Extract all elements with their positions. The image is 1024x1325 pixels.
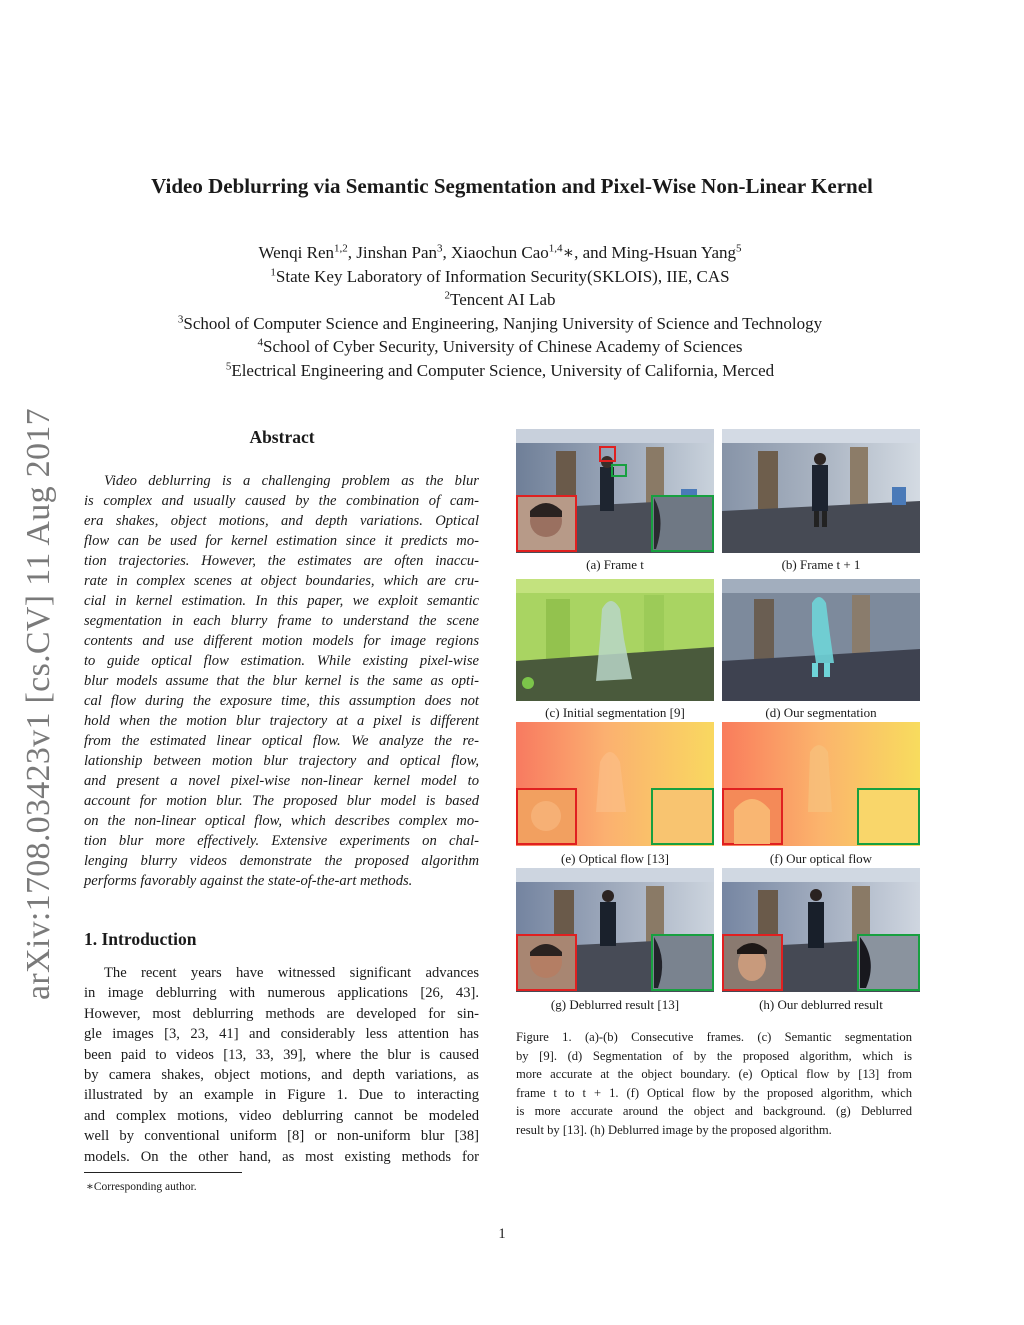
caption-line: Figure 1. (a)-(b) Consecutive frames. (c) Semantic segmentation bbox=[516, 1030, 912, 1044]
abstract-line: to guide optical flow estimation. While existing pixel-wise bbox=[84, 653, 479, 669]
author-name: ∗, and Ming-Hsuan Yang bbox=[562, 243, 737, 262]
abstract-line: segmentation in each blurry frame to understand the scene bbox=[84, 613, 479, 629]
intro-line: The recent years have witnessed significant advances bbox=[104, 965, 479, 981]
abstract-line: flow can be used for kernel estimation since it predicts mo- bbox=[84, 533, 479, 549]
abstract-line: tion blur more effectively. Extensive experiments on chal- bbox=[84, 833, 479, 849]
abstract-line: era shakes, object motions, and depth variations. Optical bbox=[84, 513, 479, 529]
author-sup: 3 bbox=[437, 242, 443, 255]
abstract-line: tion trajectories. However, the estimates are often inaccu- bbox=[84, 553, 479, 569]
author-sup: 1,4 bbox=[548, 242, 563, 255]
figure-panel-c bbox=[516, 579, 714, 701]
affiliation-text: Electrical Engineering and Computer Science, University of California, Merced bbox=[231, 360, 775, 380]
subcaption-c: (c) Initial segmentation [9] bbox=[545, 705, 685, 720]
subcaption-b: (b) Frame t + 1 bbox=[781, 557, 861, 572]
abstract-line: rate in complex scenes at object boundaries, which are cru- bbox=[84, 573, 479, 589]
abstract-heading: Abstract bbox=[249, 427, 315, 447]
intro-line: illustrated by an example in Figure 1. Due to interacting bbox=[84, 1087, 479, 1104]
subcaption-e: (e) Optical flow [13] bbox=[561, 851, 669, 866]
caption-line: frame t to t + 1. (f) Optical flow by the proposed algorithm, which bbox=[516, 1085, 912, 1100]
intro-line: and complex motions, video deblurring cannot be modeled bbox=[84, 1107, 479, 1124]
affiliation-sup: 2 bbox=[444, 289, 450, 302]
abstract-line: and present a novel pixel-wise non-linear kernel model to bbox=[84, 773, 479, 789]
figure-panel-d bbox=[722, 579, 920, 701]
affiliation bbox=[0, 359, 1000, 383]
affiliation-sup: 1 bbox=[270, 265, 276, 278]
paper-title: Video Deblurring via Semantic Segmentation and Pixel-Wise Non-Linear Kernel bbox=[151, 174, 873, 198]
abstract-line: blur models assume that the blur kernel is the same as opti- bbox=[84, 673, 479, 689]
caption-line: more accurate at the object boundary. (e) Optical flow by [13] from bbox=[516, 1067, 912, 1082]
intro-heading: 1. Introduction bbox=[84, 929, 197, 949]
figure-panel-h bbox=[722, 868, 920, 992]
affiliation bbox=[0, 265, 1000, 289]
intro-line: by camera shakes, object motions, and depth variations, as bbox=[84, 1066, 479, 1083]
affiliation bbox=[0, 288, 1000, 312]
subcaption-d: (d) Our segmentation bbox=[765, 705, 877, 720]
abstract-line: performs favorably against the state-of-the-art methods. bbox=[84, 873, 413, 889]
affiliation bbox=[0, 335, 1000, 359]
caption-line: result by [13]. (h) Deblurred image by the proposed algorithm. bbox=[516, 1122, 832, 1137]
author-name: , Xiaochun Cao bbox=[442, 243, 549, 262]
affiliation-text: State Key Laboratory of Information Security(SKLOIS), IIE, CAS bbox=[275, 266, 730, 286]
figure-panel-e bbox=[516, 722, 714, 846]
footnote-rule bbox=[84, 1172, 242, 1173]
author-name: , Jinshan Pan bbox=[347, 243, 438, 262]
intro-line: in image deblurring with numerous applications [26, 43]. bbox=[84, 985, 479, 1002]
abstract-line: is complex and usually caused by the combination of cam- bbox=[84, 493, 479, 509]
intro-body bbox=[84, 963, 479, 1167]
abstract-line: Video deblurring is a challenging problem as the blur bbox=[104, 473, 479, 489]
abstract-line: hold when the motion blur trajectory at a pixel is different bbox=[84, 713, 479, 729]
caption-line: by [9]. (d) Segmentation of by the proposed algorithm, which is bbox=[516, 1048, 912, 1063]
intro-line: models. On the other hand, as most existing methods for bbox=[84, 1148, 479, 1165]
figure-panel-f bbox=[722, 722, 920, 846]
subcaption-g: (g) Deblurred result [13] bbox=[550, 997, 680, 1012]
abstract-body bbox=[84, 471, 479, 891]
subcaption-f: (f) Our optical flow bbox=[769, 851, 873, 866]
arxiv-sidebar-id: arXiv:1708.03423v1 [cs.CV] 11 Aug 2017 bbox=[20, 408, 57, 1000]
footnote: ∗Corresponding author. bbox=[86, 1181, 197, 1193]
figure-caption bbox=[516, 1028, 912, 1140]
author-sup: 5 bbox=[736, 242, 742, 255]
affiliation-sup: 5 bbox=[225, 359, 232, 372]
affiliation-text: School of Cyber Security, University of Chinese Academy of Sciences bbox=[262, 337, 743, 356]
figure-panel-b bbox=[722, 429, 920, 553]
abstract-line: account for motion blur. The proposed blur model is based bbox=[84, 793, 479, 809]
abstract-line: cal flow during the exposure time, this assumption does not bbox=[84, 693, 479, 709]
affiliation-sup: 3 bbox=[177, 312, 184, 325]
subcaption-h: (h) Our deblurred result bbox=[759, 997, 883, 1012]
figure-panel-a bbox=[516, 429, 714, 553]
abstract-line: lenging blurry videos demonstrate the proposed algorithm bbox=[84, 853, 479, 869]
affiliation-text: School of Computer Science and Engineering, Nanjing University of Science and Technology bbox=[183, 313, 823, 333]
affiliation-text: Tencent AI Lab bbox=[450, 290, 556, 309]
intro-line: been paid to videos [13, 33, 39], where the blur is caused bbox=[84, 1046, 479, 1063]
caption-line: is more accurate around the object and background. (g) Deblurred bbox=[516, 1104, 912, 1119]
abstract-line: lationship between motion blur trajectory and optical flow, bbox=[84, 753, 479, 769]
abstract-line: from the estimated linear optical flow. We analyze the re- bbox=[84, 733, 479, 749]
intro-line: However, most deblurring methods are developed for sin- bbox=[84, 1005, 479, 1022]
intro-line: well by conventional uniform [8] or non-uniform blur [38] bbox=[84, 1128, 479, 1145]
intro-line: gle images [3, 23, 41] and considerably less attention has bbox=[84, 1026, 479, 1043]
page-number: 1 bbox=[498, 1226, 506, 1242]
author-block bbox=[0, 241, 1000, 382]
author-line bbox=[0, 241, 1000, 265]
figure-panel-g bbox=[516, 868, 714, 992]
author-sup: 1,2 bbox=[334, 242, 348, 255]
affiliation bbox=[0, 312, 1000, 336]
affiliation-sup: 4 bbox=[257, 336, 263, 349]
abstract-line: contents and use different motion models for image regions bbox=[84, 633, 479, 649]
subcaption-a: (a) Frame t bbox=[586, 557, 644, 572]
abstract-line: on the non-linear optical flow, which describes complex mo- bbox=[84, 813, 479, 829]
author-name: Wenqi Ren bbox=[258, 243, 335, 262]
abstract-line: cial in kernel estimation. In this paper, we exploit semantic bbox=[84, 593, 479, 609]
